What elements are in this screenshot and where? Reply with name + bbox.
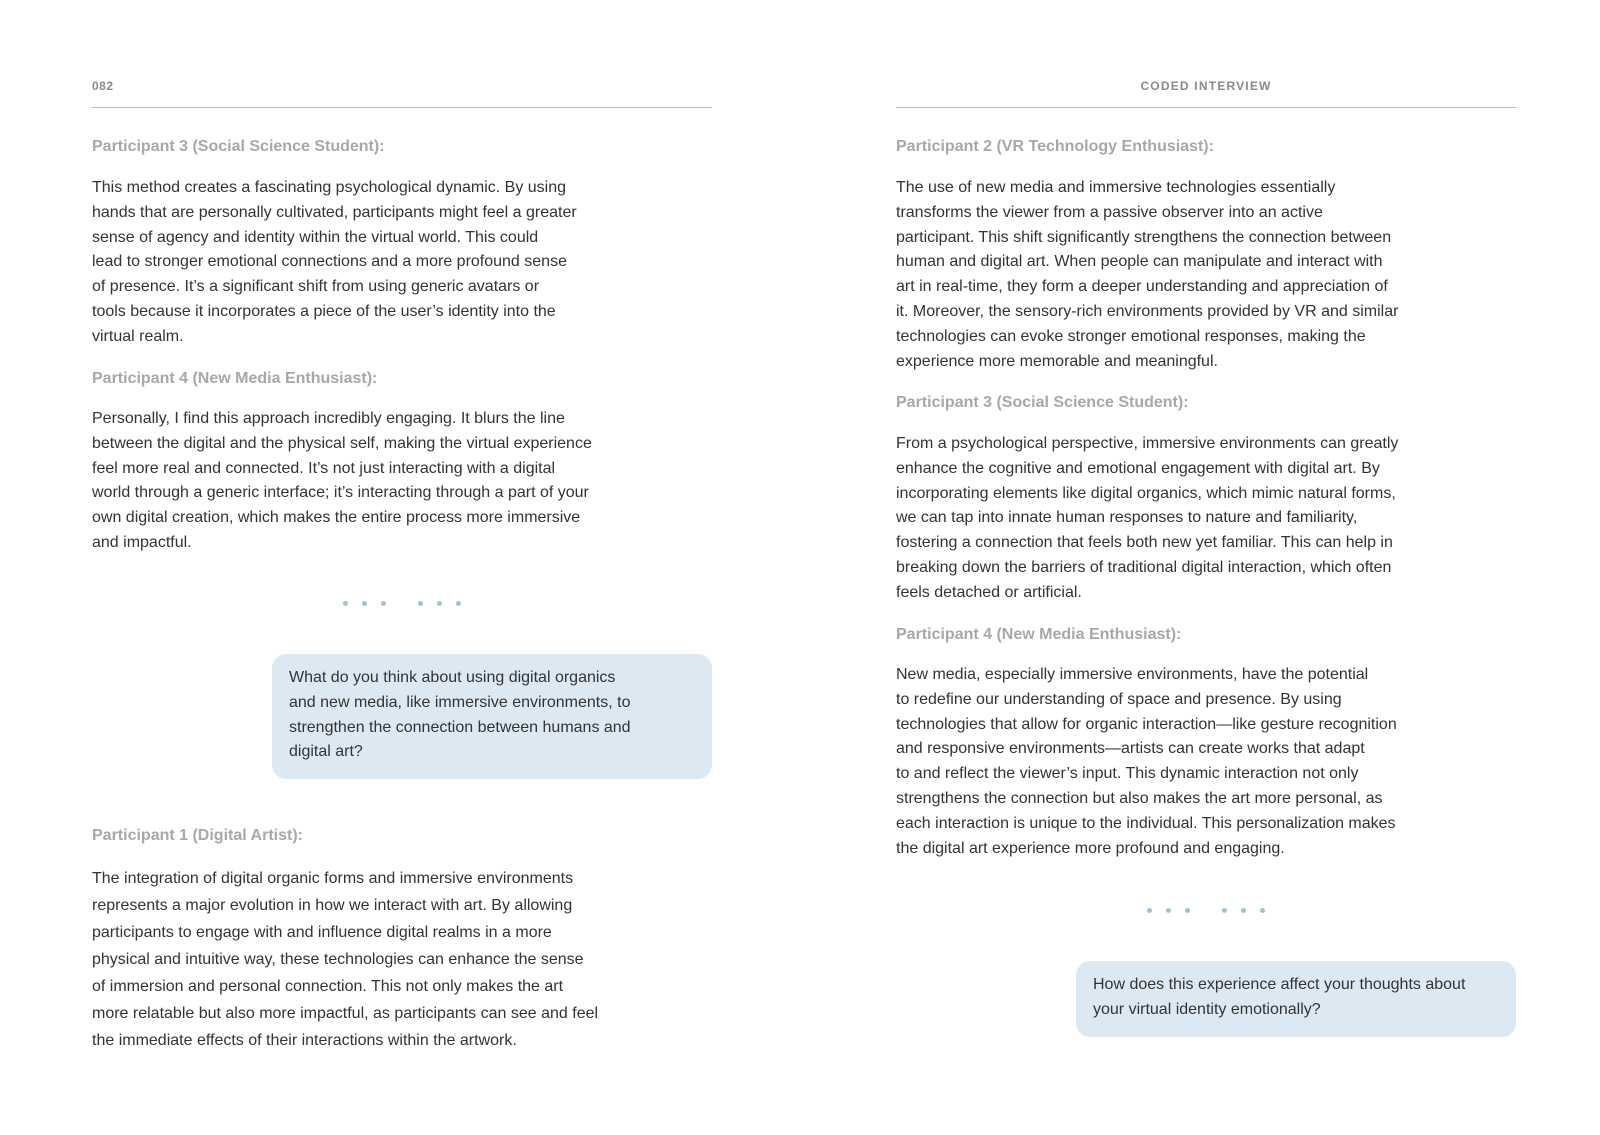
separator-dot xyxy=(456,601,461,606)
speaker-label: Participant 3 (Social Science Student): xyxy=(92,138,385,155)
text-line: The integration of digital organic forms and immersive environments xyxy=(92,870,574,887)
text-line: represents a major evolution in how we interact with art. By allowing xyxy=(92,897,573,914)
text-line: between the digital and the physical self, making the virtual experience xyxy=(92,434,592,452)
text-line: each interaction is unique to the individual. This personalization makes xyxy=(896,814,1396,832)
page-header xyxy=(92,79,712,108)
text-line: lead to stronger emotional connections and a more profound sense xyxy=(92,253,567,271)
text-line: physical and intuitive way, these technologies can enhance the sense xyxy=(92,951,584,968)
answer-paragraph xyxy=(92,865,598,1054)
text-line: more relatable but also more impactful, as participants can see and feel xyxy=(92,1005,599,1022)
text-line: feels detached or artificial. xyxy=(896,583,1082,601)
text-line: transforms the viewer from a passive observer into an active xyxy=(896,203,1323,221)
text-line: participants to engage with and influence digital realms in a more xyxy=(92,924,552,941)
separator-dot xyxy=(1260,908,1265,913)
speaker-label: Participant 4 (New Media Enthusiast): xyxy=(896,626,1182,643)
text-line: incorporating elements like digital organics, which mimic natural forms, xyxy=(896,484,1396,502)
separator-dot xyxy=(381,601,386,606)
text-line: digital art? xyxy=(289,743,363,761)
answer-paragraph xyxy=(896,176,1398,374)
separator-dot xyxy=(437,601,442,606)
section-separator xyxy=(92,601,712,606)
separator-dot xyxy=(1222,908,1227,913)
text-line: technologies that allow for organic interaction—like gesture recognition xyxy=(896,715,1397,733)
text-line: your virtual identity emotionally? xyxy=(1093,1000,1321,1018)
speaker-label: Participant 1 (Digital Artist): xyxy=(92,827,303,844)
text-line: to and reflect the viewer’s input. This dynamic interaction not only xyxy=(896,765,1359,783)
text-line: virtual realm. xyxy=(92,327,184,345)
text-line: feel more real and connected. It’s not just interacting with a digital xyxy=(92,459,556,477)
text-line: strengthens the connection but also makes the art more personal, as xyxy=(896,789,1383,807)
speaker-label: Participant 2 (VR Technology Enthusiast): xyxy=(896,138,1214,155)
speaker-label: Participant 3 (Social Science Student): xyxy=(896,394,1189,411)
text-line: New media, especially immersive environments, have the potential xyxy=(896,666,1369,683)
text-line: and new media, like immersive environments, to xyxy=(289,693,631,711)
text-line: From a psychological perspective, immersive environments can greatly xyxy=(896,435,1399,452)
text-line: participant. This shift significantly strengthens the connection between xyxy=(896,228,1392,246)
interviewer-question-bubble xyxy=(272,654,712,779)
text-line: own digital creation, which makes the entire process more immersive xyxy=(92,509,581,527)
answer-paragraph xyxy=(92,176,577,350)
text-line: strengthen the connection between humans and xyxy=(289,718,631,736)
text-line: the immediate effects of their interactions within the artwork. xyxy=(92,1032,517,1049)
text-line: we can tap into innate human responses to nature and familiarity, xyxy=(896,509,1358,527)
text-line: experience more memorable and meaningful. xyxy=(896,352,1218,370)
text-line: hands that are personally cultivated, participants might feel a greater xyxy=(92,203,577,221)
interviewer-question-bubble xyxy=(1076,961,1516,1037)
speaker-label: Participant 4 (New Media Enthusiast): xyxy=(92,370,378,387)
text-line: it. Moreover, the sensory-rich environments provided by VR and similar xyxy=(896,302,1399,320)
answer-paragraph xyxy=(896,432,1398,606)
text-line: fostering a connection that feels both new yet familiar. This can help in xyxy=(896,534,1393,552)
text-line: and responsive environments—artists can create works that adapt xyxy=(896,740,1365,758)
text-line: world through a generic interface; it’s interacting through a part of your xyxy=(92,484,589,502)
text-line: The use of new media and immersive technologies essentially xyxy=(896,179,1336,196)
separator-dot xyxy=(418,601,423,606)
text-line: to redefine our understanding of space and presence. By using xyxy=(896,690,1342,708)
text-line: How does this experience affect your thoughts about xyxy=(1093,976,1466,993)
separator-dot xyxy=(1241,908,1246,913)
text-line: This method creates a fascinating psychological dynamic. By using xyxy=(92,179,567,196)
page-header xyxy=(896,79,1516,108)
text-line: and impactful. xyxy=(92,533,192,551)
section-separator xyxy=(896,908,1516,913)
text-line: the digital art experience more profound and engaging. xyxy=(896,839,1285,857)
text-line: art in real-time, they form a deeper understanding and appreciation of xyxy=(896,278,1388,296)
text-line: breaking down the barriers of traditional digital interaction, which often xyxy=(896,558,1392,576)
answer-paragraph xyxy=(92,407,592,556)
running-title: CODED INTERVIEW xyxy=(1140,79,1272,93)
page-number: 082 xyxy=(92,79,114,93)
separator-dot xyxy=(343,601,348,606)
text-line: sense of agency and identity within the virtual world. This could xyxy=(92,228,539,246)
text-line: human and digital art. When people can manipulate and interact with xyxy=(896,253,1383,271)
answer-paragraph xyxy=(896,663,1397,861)
text-line: enhance the cognitive and emotional engagement with digital art. By xyxy=(896,459,1380,477)
text-line: technologies can evoke stronger emotional responses, making the xyxy=(896,327,1366,345)
text-line: Personally, I find this approach incredibly engaging. It blurs the line xyxy=(92,410,565,427)
text-line: tools because it incorporates a piece of the user’s identity into the xyxy=(92,302,556,320)
text-line: What do you think about using digital organics xyxy=(289,669,616,686)
separator-dot xyxy=(1185,908,1190,913)
separator-dot xyxy=(1147,908,1152,913)
separator-dot xyxy=(362,601,367,606)
text-line: of immersion and personal connection. This not only makes the art xyxy=(92,978,564,995)
text-line: of presence. It’s a significant shift from using generic avatars or xyxy=(92,278,540,296)
separator-dot xyxy=(1166,908,1171,913)
